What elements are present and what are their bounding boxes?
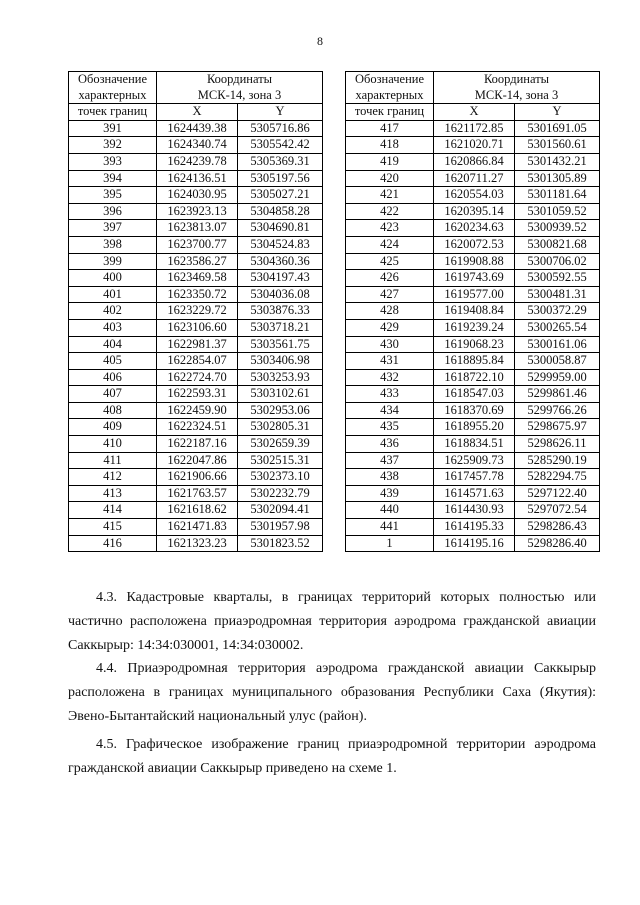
table-row — [69, 485, 323, 502]
point-number-cell: 440 — [346, 502, 434, 519]
y-coordinate-cell: 5305542.42 — [238, 137, 323, 154]
table-row — [69, 419, 323, 436]
y-coordinate-cell: 5302515.31 — [238, 452, 323, 469]
point-number-cell: 433 — [346, 386, 434, 403]
point-number-cell: 1 — [346, 535, 434, 552]
y-coordinate-cell: 5305197.56 — [238, 170, 323, 187]
y-coordinate-cell: 5301305.89 — [515, 170, 600, 187]
table-row — [69, 270, 323, 287]
table-row — [346, 502, 600, 519]
table-row — [69, 502, 323, 519]
paragraph-4-4 — [68, 657, 596, 729]
x-coordinate-cell: 1621471.83 — [157, 519, 238, 536]
coordinates-table-left — [68, 71, 323, 552]
y-coordinate-cell: 5298286.43 — [515, 519, 600, 536]
y-coordinate-cell: 5300592.55 — [515, 270, 600, 287]
point-number-cell: 401 — [69, 286, 157, 303]
x-coordinate-cell: 1620395.14 — [434, 203, 515, 220]
point-number-cell: 413 — [69, 485, 157, 502]
point-number-cell: 416 — [69, 535, 157, 552]
x-coordinate-cell: 1624239.78 — [157, 153, 238, 170]
y-coordinate-cell: 5301432.21 — [515, 153, 600, 170]
y-coordinate-cell: 5303406.98 — [238, 353, 323, 370]
coordinates-table-right — [345, 71, 600, 552]
x-coordinate-cell: 1619908.88 — [434, 253, 515, 270]
x-coordinate-cell: 1623923.13 — [157, 203, 238, 220]
x-coordinate-cell: 1624340.74 — [157, 137, 238, 154]
paragraph-line: 4.5. Графическое изображение границ приаэродромной территории аэродрома — [96, 737, 596, 752]
y-coordinate-cell: 5300265.54 — [515, 319, 600, 336]
x-coordinate-cell: 1622854.07 — [157, 353, 238, 370]
point-number-cell: 438 — [346, 469, 434, 486]
x-coordinate-cell: 1614195.33 — [434, 519, 515, 536]
designation-header — [69, 72, 157, 104]
y-coordinate-cell: 5305716.86 — [238, 120, 323, 137]
x-header: X — [434, 104, 515, 121]
y-coordinate-cell: 5305027.21 — [238, 187, 323, 204]
table-row — [346, 220, 600, 237]
table-row — [69, 336, 323, 353]
y-coordinate-cell: 5285290.19 — [515, 452, 600, 469]
x-coordinate-cell: 1619408.84 — [434, 303, 515, 320]
y-coordinate-cell: 5299861.46 — [515, 386, 600, 403]
y-coordinate-cell: 5299959.00 — [515, 369, 600, 386]
table-row — [346, 303, 600, 320]
point-number-cell: 392 — [69, 137, 157, 154]
x-coordinate-cell: 1623229.72 — [157, 303, 238, 320]
point-number-cell: 429 — [346, 319, 434, 336]
table-row — [346, 369, 600, 386]
point-number-cell: 432 — [346, 369, 434, 386]
designation-header-last: точек границ — [346, 104, 434, 121]
x-header: X — [157, 104, 238, 121]
designation-header-line: характерных — [78, 87, 147, 102]
paragraph-line: Саккырыр: 14:34:030001, 14:34:030002. — [68, 638, 304, 653]
x-coordinate-cell: 1622459.90 — [157, 402, 238, 419]
table-row — [69, 353, 323, 370]
table-row — [346, 402, 600, 419]
x-coordinate-cell: 1617457.78 — [434, 469, 515, 486]
point-number-cell: 434 — [346, 402, 434, 419]
table-row — [69, 220, 323, 237]
x-coordinate-cell: 1622724.70 — [157, 369, 238, 386]
point-number-cell: 423 — [346, 220, 434, 237]
point-number-cell: 428 — [346, 303, 434, 320]
paragraph-line: 4.4. Приаэродромная территория аэродрома гражданской авиации Саккырыр — [96, 661, 596, 676]
table-row — [69, 137, 323, 154]
point-number-cell: 411 — [69, 452, 157, 469]
table-row — [69, 286, 323, 303]
point-number-cell: 430 — [346, 336, 434, 353]
point-number-cell: 427 — [346, 286, 434, 303]
y-coordinate-cell: 5302659.39 — [238, 436, 323, 453]
x-coordinate-cell: 1622981.37 — [157, 336, 238, 353]
point-number-cell: 426 — [346, 270, 434, 287]
table-row — [346, 485, 600, 502]
y-coordinate-cell: 5304690.81 — [238, 220, 323, 237]
y-coordinate-cell: 5300481.31 — [515, 286, 600, 303]
point-number-cell: 391 — [69, 120, 157, 137]
x-coordinate-cell: 1619239.24 — [434, 319, 515, 336]
paragraph-line: 4.3. Кадастровые кварталы, в границах территорий которых полностью или — [96, 590, 596, 605]
x-coordinate-cell: 1619577.00 — [434, 286, 515, 303]
y-coordinate-cell: 5303253.93 — [238, 369, 323, 386]
table-row — [69, 386, 323, 403]
table-row — [69, 469, 323, 486]
paragraph-4-3 — [68, 586, 596, 658]
table-row — [346, 535, 600, 552]
y-coordinate-cell: 5304524.83 — [238, 236, 323, 253]
paragraph-line: расположена в границах муниципального образования Республики Саха (Якутия): — [68, 685, 596, 700]
point-number-cell: 395 — [69, 187, 157, 204]
x-coordinate-cell: 1621618.62 — [157, 502, 238, 519]
y-coordinate-cell: 5304360.36 — [238, 253, 323, 270]
point-number-cell: 435 — [346, 419, 434, 436]
y-coordinate-cell: 5301560.61 — [515, 137, 600, 154]
y-coordinate-cell: 5302805.31 — [238, 419, 323, 436]
point-number-cell: 394 — [69, 170, 157, 187]
x-coordinate-cell: 1618370.69 — [434, 402, 515, 419]
point-number-cell: 417 — [346, 120, 434, 137]
x-coordinate-cell: 1619743.69 — [434, 270, 515, 287]
y-coordinate-cell: 5303561.75 — [238, 336, 323, 353]
designation-header-line: характерных — [355, 87, 424, 102]
table-row — [69, 253, 323, 270]
x-coordinate-cell: 1621020.71 — [434, 137, 515, 154]
y-coordinate-cell: 5300706.02 — [515, 253, 600, 270]
point-number-cell: 399 — [69, 253, 157, 270]
point-number-cell: 436 — [346, 436, 434, 453]
point-number-cell: 424 — [346, 236, 434, 253]
y-coordinate-cell: 5301059.52 — [515, 203, 600, 220]
x-coordinate-cell: 1618895.84 — [434, 353, 515, 370]
table-row — [69, 236, 323, 253]
table-row — [346, 452, 600, 469]
y-header: Y — [238, 104, 323, 121]
point-number-cell: 405 — [69, 353, 157, 370]
point-number-cell: 419 — [346, 153, 434, 170]
y-coordinate-cell: 5302232.79 — [238, 485, 323, 502]
designation-header — [346, 72, 434, 104]
table-row — [346, 153, 600, 170]
point-number-cell: 402 — [69, 303, 157, 320]
page-number: 8 — [317, 34, 323, 48]
y-coordinate-cell: 5304036.08 — [238, 286, 323, 303]
table-row — [346, 253, 600, 270]
table-row — [346, 469, 600, 486]
table-row — [69, 203, 323, 220]
x-coordinate-cell: 1614195.16 — [434, 535, 515, 552]
x-coordinate-cell: 1623700.77 — [157, 236, 238, 253]
table-row — [346, 386, 600, 403]
table-row — [69, 452, 323, 469]
designation-header-line: Обозначение — [77, 72, 148, 86]
point-number-cell: 407 — [69, 386, 157, 403]
point-number-cell: 425 — [346, 253, 434, 270]
x-coordinate-cell: 1624439.38 — [157, 120, 238, 137]
y-coordinate-cell: 5302094.41 — [238, 502, 323, 519]
x-coordinate-cell: 1618955.20 — [434, 419, 515, 436]
table-row — [346, 419, 600, 436]
y-coordinate-cell: 5301691.05 — [515, 120, 600, 137]
y-coordinate-cell: 5300939.52 — [515, 220, 600, 237]
point-number-cell: 415 — [69, 519, 157, 536]
x-coordinate-cell: 1621323.23 — [157, 535, 238, 552]
x-coordinate-cell: 1614430.93 — [434, 502, 515, 519]
table-row — [69, 436, 323, 453]
point-number-cell: 422 — [346, 203, 434, 220]
table-row — [346, 203, 600, 220]
x-coordinate-cell: 1618547.03 — [434, 386, 515, 403]
point-number-cell: 420 — [346, 170, 434, 187]
x-coordinate-cell: 1621906.66 — [157, 469, 238, 486]
x-coordinate-cell: 1623813.07 — [157, 220, 238, 237]
designation-header-last: точек границ — [69, 104, 157, 121]
coordinates-header-line: МСК-14, зона 3 — [474, 87, 559, 102]
y-coordinate-cell: 5300161.06 — [515, 336, 600, 353]
point-number-cell: 439 — [346, 485, 434, 502]
y-coordinate-cell: 5302373.10 — [238, 469, 323, 486]
y-coordinate-cell: 5303876.33 — [238, 303, 323, 320]
x-coordinate-cell: 1622324.51 — [157, 419, 238, 436]
coordinates-header-line: МСК-14, зона 3 — [197, 87, 282, 102]
point-number-cell: 441 — [346, 519, 434, 536]
point-number-cell: 409 — [69, 419, 157, 436]
x-coordinate-cell: 1620072.53 — [434, 236, 515, 253]
y-coordinate-cell: 5303718.21 — [238, 319, 323, 336]
x-coordinate-cell: 1622187.16 — [157, 436, 238, 453]
table-row — [346, 137, 600, 154]
point-number-cell: 403 — [69, 319, 157, 336]
table-row — [69, 519, 323, 536]
point-number-cell: 398 — [69, 236, 157, 253]
y-coordinate-cell: 5301181.64 — [515, 187, 600, 204]
x-coordinate-cell: 1620711.27 — [434, 170, 515, 187]
point-number-cell: 406 — [69, 369, 157, 386]
table-row — [69, 120, 323, 137]
y-coordinate-cell: 5304858.28 — [238, 203, 323, 220]
x-coordinate-cell: 1618834.51 — [434, 436, 515, 453]
point-number-cell: 437 — [346, 452, 434, 469]
table-row — [69, 170, 323, 187]
paragraph-line: гражданской авиации Саккырыр приведено на схеме 1. — [68, 761, 397, 776]
table-row — [69, 303, 323, 320]
paragraph-line: Эвено-Бытантайский национальный улус (район). — [68, 709, 367, 724]
point-number-cell: 412 — [69, 469, 157, 486]
table-row — [69, 153, 323, 170]
table-row — [346, 187, 600, 204]
table-row — [346, 336, 600, 353]
table-row — [69, 187, 323, 204]
y-coordinate-cell: 5297122.40 — [515, 485, 600, 502]
y-coordinate-cell: 5297072.54 — [515, 502, 600, 519]
point-number-cell: 400 — [69, 270, 157, 287]
x-coordinate-cell: 1619068.23 — [434, 336, 515, 353]
coordinates-header — [434, 72, 600, 104]
y-coordinate-cell: 5303102.61 — [238, 386, 323, 403]
paragraph-line: частично расположена приаэродромная территория аэродрома гражданской авиации — [68, 614, 596, 629]
x-coordinate-cell: 1625909.73 — [434, 452, 515, 469]
y-coordinate-cell: 5304197.43 — [238, 270, 323, 287]
point-number-cell: 410 — [69, 436, 157, 453]
table-row — [346, 353, 600, 370]
point-number-cell: 418 — [346, 137, 434, 154]
y-coordinate-cell: 5282294.75 — [515, 469, 600, 486]
y-coordinate-cell: 5300821.68 — [515, 236, 600, 253]
paragraph-4-5 — [68, 733, 596, 781]
table-row — [69, 319, 323, 336]
point-number-cell: 393 — [69, 153, 157, 170]
table-row — [69, 402, 323, 419]
y-coordinate-cell: 5298675.97 — [515, 419, 600, 436]
table-row — [346, 236, 600, 253]
y-coordinate-cell: 5301957.98 — [238, 519, 323, 536]
x-coordinate-cell: 1622047.86 — [157, 452, 238, 469]
y-coordinate-cell: 5300058.87 — [515, 353, 600, 370]
y-coordinate-cell: 5298626.11 — [515, 436, 600, 453]
x-coordinate-cell: 1623469.58 — [157, 270, 238, 287]
point-number-cell: 414 — [69, 502, 157, 519]
point-number-cell: 431 — [346, 353, 434, 370]
y-coordinate-cell: 5298286.40 — [515, 535, 600, 552]
point-number-cell: 421 — [346, 187, 434, 204]
point-number-cell: 408 — [69, 402, 157, 419]
point-number-cell: 396 — [69, 203, 157, 220]
table-row — [69, 369, 323, 386]
x-coordinate-cell: 1618722.10 — [434, 369, 515, 386]
point-number-cell: 404 — [69, 336, 157, 353]
table-row — [346, 270, 600, 287]
x-coordinate-cell: 1623586.27 — [157, 253, 238, 270]
y-coordinate-cell: 5299766.26 — [515, 402, 600, 419]
table-row — [346, 519, 600, 536]
table-row — [346, 286, 600, 303]
y-header: Y — [515, 104, 600, 121]
table-row — [346, 120, 600, 137]
table-row — [346, 170, 600, 187]
x-coordinate-cell: 1620866.84 — [434, 153, 515, 170]
y-coordinate-cell: 5301823.52 — [238, 535, 323, 552]
x-coordinate-cell: 1621172.85 — [434, 120, 515, 137]
x-coordinate-cell: 1620554.03 — [434, 187, 515, 204]
x-coordinate-cell: 1622593.31 — [157, 386, 238, 403]
x-coordinate-cell: 1614571.63 — [434, 485, 515, 502]
x-coordinate-cell: 1623350.72 — [157, 286, 238, 303]
x-coordinate-cell: 1624136.51 — [157, 170, 238, 187]
table-row — [346, 436, 600, 453]
coordinates-header-line: Координаты — [483, 72, 550, 86]
point-number-cell: 397 — [69, 220, 157, 237]
y-coordinate-cell: 5305369.31 — [238, 153, 323, 170]
coordinates-header-line: Координаты — [206, 72, 273, 86]
x-coordinate-cell: 1624030.95 — [157, 187, 238, 204]
table-row — [69, 535, 323, 552]
x-coordinate-cell: 1621763.57 — [157, 485, 238, 502]
y-coordinate-cell: 5302953.06 — [238, 402, 323, 419]
x-coordinate-cell: 1623106.60 — [157, 319, 238, 336]
y-coordinate-cell: 5300372.29 — [515, 303, 600, 320]
table-row — [346, 319, 600, 336]
x-coordinate-cell: 1620234.63 — [434, 220, 515, 237]
designation-header-line: Обозначение — [354, 72, 425, 86]
coordinates-header — [157, 72, 323, 104]
